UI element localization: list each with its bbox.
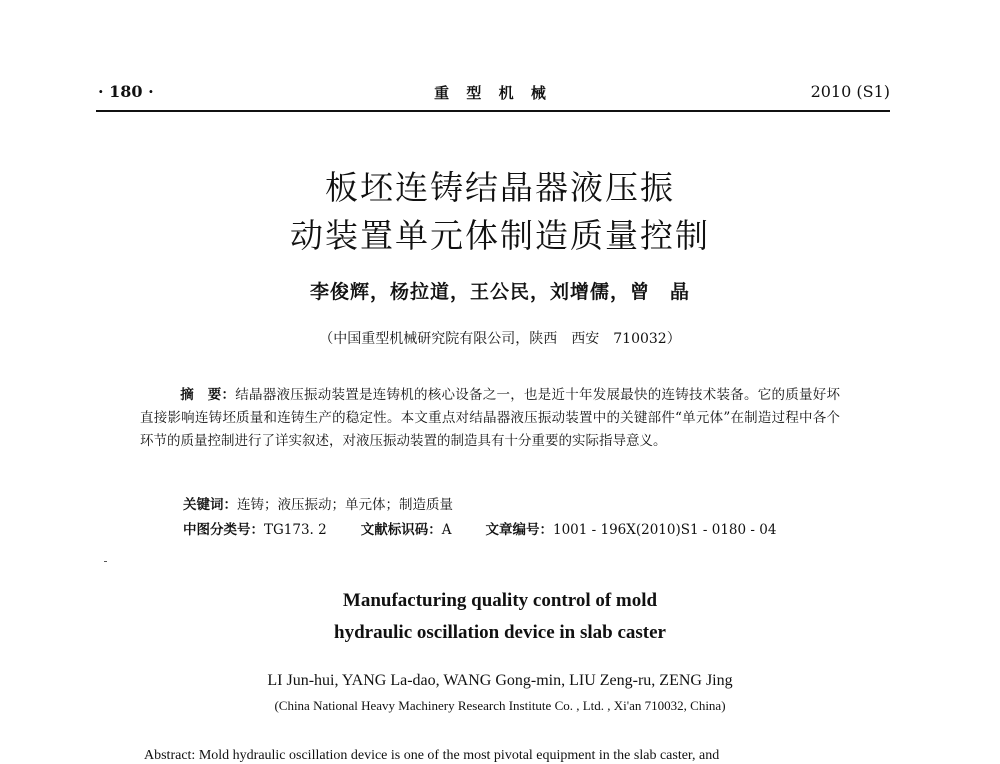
journal-name: 重 型 机 械 — [434, 84, 552, 102]
affiliation-cn: （中国重型机械研究院有限公司，陕西 西安 710032） — [319, 331, 681, 347]
title-cn-line1: 板坯连铸结晶器液压振 — [325, 168, 675, 207]
authors-cn: 李俊辉，杨拉道，王公民，刘增儒，曾 晶 — [309, 281, 690, 303]
abstract-en-partial: Abstract: Mold hydraulic oscillation device is one of the most pivotal equipment in the slab caster, and — [144, 748, 720, 763]
clc-value: TG173. 2 — [264, 522, 327, 538]
abstract-cn — [140, 384, 840, 453]
article-number-label: 文章编号： — [485, 522, 553, 538]
article-number-value: 1001 - 196X(2010)S1 - 0180 - 04 — [552, 522, 777, 538]
running-header — [96, 82, 890, 106]
issue-label: 2010 (S1) — [810, 82, 890, 101]
title-en-line2: hydraulic oscillation device in slab caster — [334, 622, 666, 643]
abstract-cn-text: 结晶器液压振动装置是连铸机的核心设备之一，也是近十年发展最快的连铸技术装备。它的质量好坏直接影响连铸坯质量和连铸生产的稳定性。本文重点对结晶器液压振动装置中的关键部件“单元体”在制造过程中各个环节的质量控制进行了详实叙述，对液压振动装置的制造具有十分重要的实际指导意义。 — [140, 387, 840, 449]
header-rule — [96, 110, 890, 112]
classification-line — [183, 518, 776, 538]
doc-code-label: 文献标识码： — [360, 522, 442, 538]
clc-label: 中图分类号： — [183, 522, 264, 538]
affiliation-en: (China National Heavy Machinery Research Institute Co. , Ltd. , Xi'an 710032, China) — [274, 698, 726, 713]
abstract-cn-label: 摘 要： — [180, 387, 236, 403]
authors-en: LI Jun-hui, YANG La-dao, WANG Gong-min, LIU Zeng-ru, ZENG Jing — [267, 672, 733, 689]
keywords-text: 连铸；液压振动；单元体；制造质量 — [237, 497, 453, 513]
margin-mark — [104, 561, 107, 562]
doc-code-value: A — [441, 522, 452, 538]
keywords-label: 关键词： — [183, 497, 237, 513]
title-cn-line2: 动装置单元体制造质量控制 — [290, 216, 710, 255]
keywords-line — [183, 493, 453, 513]
title-en-line1: Manufacturing quality control of mold — [342, 590, 658, 611]
page-number: · 180 · — [98, 82, 154, 101]
